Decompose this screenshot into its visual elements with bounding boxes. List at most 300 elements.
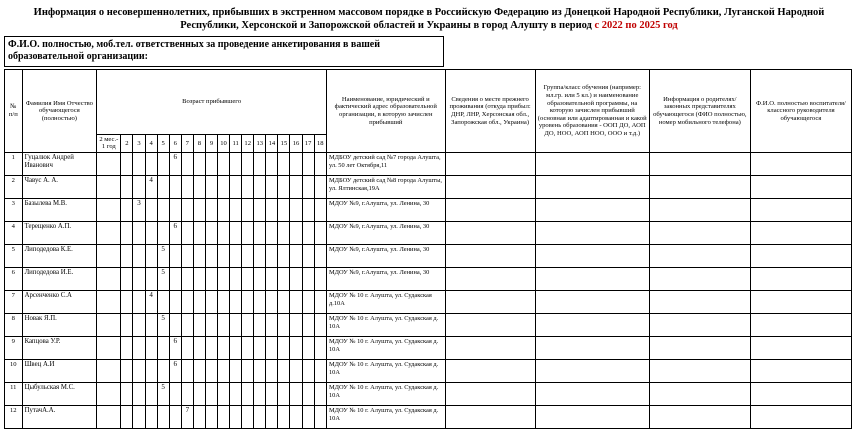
cell-age-6 xyxy=(169,383,181,406)
cell-age-7 xyxy=(181,337,193,360)
cell-age-8 xyxy=(193,245,205,268)
cell-age-16 xyxy=(290,360,302,383)
cell-age-8 xyxy=(193,406,205,429)
cell-age-6: 6 xyxy=(169,337,181,360)
cell-age-6: 6 xyxy=(169,222,181,245)
cell-age-15 xyxy=(278,222,290,245)
cell-age-14 xyxy=(266,176,278,199)
cell-age-5 xyxy=(157,360,169,383)
cell-num: 9 xyxy=(5,337,23,360)
cell-age-infant xyxy=(97,291,121,314)
cell-fio: Липодедова К.Е. xyxy=(22,245,97,268)
cell-prev-residence xyxy=(445,291,535,314)
cell-age-12 xyxy=(242,314,254,337)
cell-age-12 xyxy=(242,383,254,406)
table-row xyxy=(5,314,852,337)
cell-num: 3 xyxy=(5,199,23,222)
cell-age-5 xyxy=(157,406,169,429)
cell-age-14 xyxy=(266,245,278,268)
cell-age-7 xyxy=(181,153,193,176)
cell-age-18 xyxy=(314,176,326,199)
age-col-header-15: 16 xyxy=(290,134,302,152)
cell-age-5: 5 xyxy=(157,245,169,268)
cell-num: 12 xyxy=(5,406,23,429)
cell-age-9 xyxy=(205,337,217,360)
cell-age-11 xyxy=(230,153,242,176)
cell-age-16 xyxy=(290,383,302,406)
cell-class-program xyxy=(535,337,649,360)
cell-age-9 xyxy=(205,314,217,337)
cell-prev-residence xyxy=(445,314,535,337)
cell-age-infant xyxy=(97,153,121,176)
cell-age-9 xyxy=(205,406,217,429)
cell-age-14 xyxy=(266,153,278,176)
cell-age-4: 4 xyxy=(145,176,157,199)
cell-age-10 xyxy=(218,314,230,337)
cell-age-14 xyxy=(266,222,278,245)
cell-age-10 xyxy=(218,199,230,222)
cell-age-3 xyxy=(133,291,145,314)
cell-age-16 xyxy=(290,199,302,222)
cell-fio: Новак Я.П. xyxy=(22,314,97,337)
cell-age-10 xyxy=(218,383,230,406)
cell-age-2 xyxy=(121,222,133,245)
cell-age-7 xyxy=(181,383,193,406)
col-header-fio: Фамилия Имя Отчество обучающегося (полностью) xyxy=(22,69,97,152)
cell-age-13 xyxy=(254,360,266,383)
cell-tutor xyxy=(750,406,851,429)
cell-age-13 xyxy=(254,199,266,222)
responsible-persons-row xyxy=(4,36,854,67)
age-col-header-3: 4 xyxy=(145,134,157,152)
cell-age-2 xyxy=(121,383,133,406)
age-col-header-16: 17 xyxy=(302,134,314,152)
cell-age-10 xyxy=(218,268,230,291)
cell-parents xyxy=(649,360,750,383)
cell-age-12 xyxy=(242,291,254,314)
cell-age-14 xyxy=(266,291,278,314)
cell-age-infant xyxy=(97,383,121,406)
cell-age-10 xyxy=(218,176,230,199)
cell-age-6: 6 xyxy=(169,360,181,383)
age-col-header-17: 18 xyxy=(314,134,326,152)
cell-class-program xyxy=(535,245,649,268)
table-row xyxy=(5,268,852,291)
cell-age-12 xyxy=(242,337,254,360)
cell-age-13 xyxy=(254,268,266,291)
page-title-text: Информация о несовершеннолетних, прибывших в экстренном массовом порядке в Российскую Федерацию из Донецкой Народной Республики, Луганской Народной Республики, Херсонской и Запорожской областей и Украины в город Алушту в период xyxy=(33,7,825,32)
table-row xyxy=(5,360,852,383)
cell-org: МДОУ № 10 г. Алушта, ул. Судакская д. 10А xyxy=(326,314,445,337)
cell-age-13 xyxy=(254,245,266,268)
cell-age-7 xyxy=(181,199,193,222)
cell-age-2 xyxy=(121,406,133,429)
cell-age-17 xyxy=(302,360,314,383)
age-col-header-8: 9 xyxy=(205,134,217,152)
cell-age-8 xyxy=(193,337,205,360)
cell-age-12 xyxy=(242,268,254,291)
cell-age-2 xyxy=(121,337,133,360)
cell-age-16 xyxy=(290,176,302,199)
cell-age-17 xyxy=(302,337,314,360)
cell-age-11 xyxy=(230,222,242,245)
cell-age-18 xyxy=(314,360,326,383)
cell-age-9 xyxy=(205,268,217,291)
cell-class-program xyxy=(535,291,649,314)
cell-tutor xyxy=(750,360,851,383)
cell-tutor xyxy=(750,199,851,222)
cell-age-infant xyxy=(97,245,121,268)
age-col-header-6: 7 xyxy=(181,134,193,152)
cell-age-15 xyxy=(278,245,290,268)
cell-age-2 xyxy=(121,314,133,337)
cell-age-10 xyxy=(218,153,230,176)
age-col-header-14: 15 xyxy=(278,134,290,152)
cell-age-18 xyxy=(314,199,326,222)
cell-age-18 xyxy=(314,383,326,406)
table-body xyxy=(5,153,852,429)
cell-age-7 xyxy=(181,245,193,268)
cell-class-program xyxy=(535,360,649,383)
cell-age-7: 7 xyxy=(181,406,193,429)
cell-age-10 xyxy=(218,406,230,429)
cell-age-8 xyxy=(193,199,205,222)
cell-age-11 xyxy=(230,291,242,314)
cell-age-2 xyxy=(121,153,133,176)
cell-age-9 xyxy=(205,360,217,383)
cell-org: МДОУ №9, г.Алушта, ул. Ленина, 30 xyxy=(326,199,445,222)
cell-num: 4 xyxy=(5,222,23,245)
cell-parents xyxy=(649,337,750,360)
cell-age-15 xyxy=(278,337,290,360)
cell-tutor xyxy=(750,291,851,314)
cell-age-13 xyxy=(254,406,266,429)
cell-tutor xyxy=(750,245,851,268)
cell-age-9 xyxy=(205,245,217,268)
cell-age-15 xyxy=(278,153,290,176)
cell-age-3 xyxy=(133,268,145,291)
cell-age-14 xyxy=(266,337,278,360)
cell-parents xyxy=(649,245,750,268)
cell-age-14 xyxy=(266,406,278,429)
cell-age-17 xyxy=(302,406,314,429)
cell-age-14 xyxy=(266,199,278,222)
cell-age-infant xyxy=(97,222,121,245)
cell-age-16 xyxy=(290,337,302,360)
cell-age-15 xyxy=(278,199,290,222)
cell-age-5 xyxy=(157,291,169,314)
age-col-header-13: 14 xyxy=(266,134,278,152)
cell-age-6 xyxy=(169,406,181,429)
cell-age-3 xyxy=(133,383,145,406)
cell-age-6: 6 xyxy=(169,153,181,176)
cell-prev-residence xyxy=(445,360,535,383)
cell-tutor xyxy=(750,176,851,199)
age-col-header-2: 3 xyxy=(133,134,145,152)
cell-parents xyxy=(649,222,750,245)
cell-fio: ПутачА.А. xyxy=(22,406,97,429)
age-col-header-11: 12 xyxy=(242,134,254,152)
cell-age-infant xyxy=(97,360,121,383)
cell-age-3 xyxy=(133,153,145,176)
cell-age-6 xyxy=(169,268,181,291)
cell-age-5 xyxy=(157,176,169,199)
cell-age-15 xyxy=(278,314,290,337)
cell-age-infant xyxy=(97,406,121,429)
cell-age-6 xyxy=(169,245,181,268)
cell-age-7 xyxy=(181,222,193,245)
cell-parents xyxy=(649,314,750,337)
cell-age-13 xyxy=(254,337,266,360)
cell-age-9 xyxy=(205,383,217,406)
cell-age-9 xyxy=(205,153,217,176)
cell-age-5 xyxy=(157,199,169,222)
cell-tutor xyxy=(750,268,851,291)
cell-age-14 xyxy=(266,383,278,406)
age-col-header-1: 2 xyxy=(121,134,133,152)
responsible-persons-label: Ф.И.О. полностью, моб.тел. ответственных за проведение анкетирования в вашей образовательной организации: xyxy=(4,36,444,67)
table-row xyxy=(5,245,852,268)
cell-age-12 xyxy=(242,245,254,268)
cell-age-6 xyxy=(169,199,181,222)
col-header-num: № п/п xyxy=(5,69,23,152)
cell-age-17 xyxy=(302,268,314,291)
cell-num: 11 xyxy=(5,383,23,406)
cell-age-3 xyxy=(133,406,145,429)
cell-org: МДОУ № 10 г. Алушта, ул. Судакская д. 10А xyxy=(326,337,445,360)
cell-age-8 xyxy=(193,291,205,314)
cell-class-program xyxy=(535,153,649,176)
cell-age-3 xyxy=(133,176,145,199)
cell-parents xyxy=(649,268,750,291)
cell-prev-residence xyxy=(445,153,535,176)
cell-fio: Швец А.И xyxy=(22,360,97,383)
cell-fio: Липодедова И.Е. xyxy=(22,268,97,291)
col-header-prev-residence: Сведения о месте прежнего проживания (откуда прибыл: ДНР, ЛНР, Херсонская обл., Запорожская обл., Украина) xyxy=(445,69,535,152)
cell-prev-residence xyxy=(445,176,535,199)
cell-fio: Чавус А. А. xyxy=(22,176,97,199)
cell-org: МДОУ № 10 г. Алушта, ул. Судакская д. 10А xyxy=(326,360,445,383)
cell-age-8 xyxy=(193,176,205,199)
cell-num: 1 xyxy=(5,153,23,176)
cell-prev-residence xyxy=(445,245,535,268)
cell-age-10 xyxy=(218,245,230,268)
cell-age-infant xyxy=(97,314,121,337)
cell-age-5: 5 xyxy=(157,383,169,406)
cell-fio: Терещенко А.П. xyxy=(22,222,97,245)
table-row xyxy=(5,291,852,314)
cell-age-16 xyxy=(290,245,302,268)
cell-age-18 xyxy=(314,222,326,245)
cell-age-15 xyxy=(278,406,290,429)
cell-age-13 xyxy=(254,291,266,314)
cell-num: 10 xyxy=(5,360,23,383)
cell-age-8 xyxy=(193,360,205,383)
cell-age-16 xyxy=(290,268,302,291)
cell-age-18 xyxy=(314,291,326,314)
cell-age-18 xyxy=(314,245,326,268)
cell-age-18 xyxy=(314,153,326,176)
page-title xyxy=(8,6,850,33)
table-row xyxy=(5,176,852,199)
cell-age-4 xyxy=(145,153,157,176)
table-row xyxy=(5,153,852,176)
col-header-parents: Информация о родителях/законных представителях обучающегося (ФИО полностью, номер мобильного телефона) xyxy=(649,69,750,152)
cell-age-5 xyxy=(157,337,169,360)
age-col-header-12: 13 xyxy=(254,134,266,152)
cell-age-10 xyxy=(218,222,230,245)
cell-num: 6 xyxy=(5,268,23,291)
cell-parents xyxy=(649,291,750,314)
cell-age-16 xyxy=(290,314,302,337)
cell-age-8 xyxy=(193,153,205,176)
age-col-header-7: 8 xyxy=(193,134,205,152)
cell-age-17 xyxy=(302,314,314,337)
cell-tutor xyxy=(750,314,851,337)
cell-age-3 xyxy=(133,245,145,268)
cell-org: МДОУ №9, г.Алушта, ул. Ленина, 30 xyxy=(326,222,445,245)
cell-class-program xyxy=(535,199,649,222)
age-col-header-10: 11 xyxy=(230,134,242,152)
cell-age-12 xyxy=(242,199,254,222)
cell-age-11 xyxy=(230,383,242,406)
cell-parents xyxy=(649,176,750,199)
cell-class-program xyxy=(535,383,649,406)
cell-age-12 xyxy=(242,153,254,176)
cell-age-14 xyxy=(266,268,278,291)
cell-age-4 xyxy=(145,268,157,291)
cell-age-5 xyxy=(157,222,169,245)
col-header-org: Наименование, юридический и фактический адрес образовательной организации, в которую зачислен прибывший xyxy=(326,69,445,152)
cell-age-5: 5 xyxy=(157,314,169,337)
cell-age-infant xyxy=(97,337,121,360)
cell-age-17 xyxy=(302,383,314,406)
cell-age-11 xyxy=(230,360,242,383)
cell-age-8 xyxy=(193,314,205,337)
cell-org: МДОУ №9, г.Алушта, ул. Ленина, 30 xyxy=(326,268,445,291)
cell-tutor xyxy=(750,383,851,406)
cell-age-18 xyxy=(314,337,326,360)
cell-org: МДОУ № 10 г. Алушта, ул. Судакская д. 10А xyxy=(326,406,445,429)
cell-fio: Цыбульская М.С. xyxy=(22,383,97,406)
cell-age-9 xyxy=(205,199,217,222)
table-row xyxy=(5,199,852,222)
page-title-period: с 2022 по 2025 год xyxy=(594,20,678,32)
cell-num: 7 xyxy=(5,291,23,314)
cell-age-8 xyxy=(193,222,205,245)
cell-age-15 xyxy=(278,383,290,406)
cell-age-2 xyxy=(121,360,133,383)
cell-prev-residence xyxy=(445,222,535,245)
cell-age-9 xyxy=(205,291,217,314)
cell-age-2 xyxy=(121,245,133,268)
cell-age-7 xyxy=(181,268,193,291)
cell-age-17 xyxy=(302,222,314,245)
table-row xyxy=(5,383,852,406)
col-header-tutor: Ф.И.О. полностью воспитателя/классного руководителя обучающегося xyxy=(750,69,851,152)
cell-prev-residence xyxy=(445,337,535,360)
cell-tutor xyxy=(750,337,851,360)
cell-org: МДОУ № 10 г. Алушта, ул. Судакская д.10А xyxy=(326,291,445,314)
cell-age-4 xyxy=(145,199,157,222)
cell-age-17 xyxy=(302,176,314,199)
cell-age-3: 3 xyxy=(133,199,145,222)
cell-num: 8 xyxy=(5,314,23,337)
cell-age-17 xyxy=(302,199,314,222)
cell-age-11 xyxy=(230,245,242,268)
cell-parents xyxy=(649,383,750,406)
cell-age-18 xyxy=(314,314,326,337)
col-header-class-program: Группа/класс обучения (например: мл.гр. или 5 кл.) и наименование образовательной программы, на которую зачислен прибывший (основная или адаптированная и какой уровень образования - ООП ДО, АОП ДО, НОО, АОП НОО, ООО и т.д.) xyxy=(535,69,649,152)
cell-prev-residence xyxy=(445,383,535,406)
cell-age-6 xyxy=(169,314,181,337)
cell-age-infant xyxy=(97,199,121,222)
cell-age-8 xyxy=(193,383,205,406)
cell-age-2 xyxy=(121,199,133,222)
cell-age-2 xyxy=(121,291,133,314)
cell-org: МДБОУ детский сад №7 города Алушта, ул. 50 лет Октября,11 xyxy=(326,153,445,176)
cell-age-10 xyxy=(218,360,230,383)
cell-age-3 xyxy=(133,360,145,383)
cell-age-13 xyxy=(254,383,266,406)
age-col-header-4: 5 xyxy=(157,134,169,152)
cell-age-12 xyxy=(242,176,254,199)
cell-age-4 xyxy=(145,314,157,337)
cell-fio: Капцова У.Р. xyxy=(22,337,97,360)
cell-age-9 xyxy=(205,176,217,199)
cell-org: МДОУ №9, г.Алушта, ул. Ленина, 30 xyxy=(326,245,445,268)
col-header-age-group: Возраст прибывшего xyxy=(97,69,327,134)
cell-age-4 xyxy=(145,245,157,268)
cell-parents xyxy=(649,406,750,429)
cell-age-17 xyxy=(302,153,314,176)
cell-age-17 xyxy=(302,245,314,268)
age-col-header-5: 6 xyxy=(169,134,181,152)
cell-class-program xyxy=(535,314,649,337)
cell-tutor xyxy=(750,153,851,176)
cell-class-program xyxy=(535,176,649,199)
cell-class-program xyxy=(535,222,649,245)
cell-age-13 xyxy=(254,222,266,245)
cell-age-15 xyxy=(278,291,290,314)
cell-age-6 xyxy=(169,291,181,314)
cell-age-2 xyxy=(121,268,133,291)
cell-age-18 xyxy=(314,406,326,429)
cell-age-4 xyxy=(145,337,157,360)
table-row xyxy=(5,222,852,245)
cell-age-8 xyxy=(193,268,205,291)
cell-age-4 xyxy=(145,383,157,406)
cell-age-7 xyxy=(181,291,193,314)
cell-age-18 xyxy=(314,268,326,291)
cell-age-16 xyxy=(290,153,302,176)
cell-tutor xyxy=(750,222,851,245)
cell-age-3 xyxy=(133,337,145,360)
cell-prev-residence xyxy=(445,406,535,429)
cell-age-16 xyxy=(290,222,302,245)
table-header-row xyxy=(5,69,852,134)
cell-age-11 xyxy=(230,337,242,360)
cell-fio: Арсенченко С.А xyxy=(22,291,97,314)
cell-age-6 xyxy=(169,176,181,199)
cell-age-9 xyxy=(205,222,217,245)
cell-fio: Базылева М.В. xyxy=(22,199,97,222)
students-table xyxy=(4,69,852,429)
cell-age-infant xyxy=(97,268,121,291)
cell-parents xyxy=(649,153,750,176)
cell-prev-residence xyxy=(445,199,535,222)
cell-age-13 xyxy=(254,314,266,337)
